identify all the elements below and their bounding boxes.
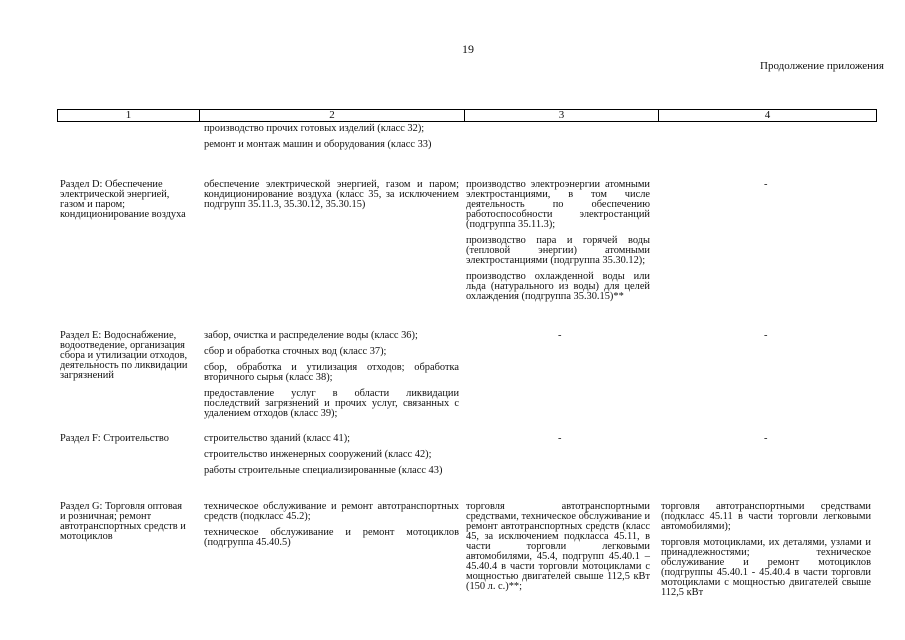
activity-item: ремонт и монтаж машин и оборудования (класс 33) <box>204 139 432 150</box>
section-g-title: Раздел G: Торговля оптовая и розничная; ремонт автотранспортных средств и мотоциклов <box>60 501 186 542</box>
continuation-label: Продолжение приложения <box>760 60 884 72</box>
table-header <box>57 109 877 122</box>
header-col-1: 1 <box>125 109 132 121</box>
activity-item: производство охлажденной воды или льда (натурального из воды) для целей охлаждения (подгруппа 35.30.15)** <box>466 271 650 302</box>
activity-item: торговля автотранспортными средствами, техническое обслуживание и ремонт автотранспортных средств (класс 45, за исключением подкласса 45.11, в части торговли легковыми автомобилями, 45.4, подгрупп 45.40.1 – 45.40.4 в части торговли мотоциклами с мощностью двигателей свыше 112,5 кВт (150 л. с.)**; <box>466 501 650 592</box>
activity-item: забор, очистка и распределение воды (класс 36); <box>204 330 418 341</box>
activity-item: предоставление услуг в области ликвидации последствий загрязнений и прочих услуг, связанных с удалением отходов (класс 39); <box>204 388 459 419</box>
activity-item: сбор и обработка сточных вод (класс 37); <box>204 346 387 357</box>
section-e-col4-dash: - <box>764 330 768 341</box>
activity-item: торговля автотранспортными средствами (подкласс 45.11 в части торговли легковыми автомобилями); <box>661 501 871 532</box>
section-g-col2 <box>204 502 459 548</box>
activity-item: производство электроэнергии атомными электростанциями, в том числе деятельность по обеспечению работоспособности электростанций (подгруппа 35.11.3); <box>466 179 650 230</box>
section-g-col3 <box>466 502 650 592</box>
section-e-col2 <box>204 331 459 419</box>
activity-item: производство пара и горячей воды (тепловой энергии) атомными электростанциями (подгруппа 35.30.12); <box>466 235 650 266</box>
activity-item: техническое обслуживание и ремонт мотоциклов (подгруппа 45.40.5) <box>204 527 459 548</box>
activity-item: торговля мотоциклами, их деталями, узлами и принадлежностями; техническое обслуживание и ремонт мотоциклов (подгруппы 45.40.1 - 45.40.4 в части торговли мотоциклами с мощностью двигателей свыше 112,5 кВт <box>661 537 871 598</box>
activity-item: техническое обслуживание и ремонт автотранспортных средств (подкласс 45.2); <box>204 501 459 522</box>
header-col-2: 2 <box>199 110 464 121</box>
activity-item: производство прочих готовых изделий (класс 32); <box>204 123 425 134</box>
page-number: 19 <box>462 42 474 56</box>
activity-item: работы строительные специализированные (класс 43) <box>204 465 443 476</box>
section-f-col4-dash: - <box>764 433 768 444</box>
activity-item: строительство инженерных сооружений (класс 42); <box>204 449 432 460</box>
section-d-col4-dash: - <box>764 179 768 190</box>
header-col-4: 4 <box>658 110 876 121</box>
activity-item: обеспечение электрической энергией, газом и паром; кондиционирование воздуха (класс 35, за исключением подгрупп 35.11.3, 35.30.12, 35.30.15) <box>204 179 459 210</box>
section-e-col3-dash: - <box>558 330 562 341</box>
activity-item: строительство зданий (класс 41); <box>204 433 351 444</box>
section-d-col3 <box>466 180 650 302</box>
header-col-3: 3 <box>464 110 658 121</box>
row-top-col2 <box>204 124 459 150</box>
section-e-title: Раздел E: Водоснабжение, водоотведение, организация сбора и утилизации отходов, деятельность по ликвидации загрязнений <box>60 330 188 381</box>
section-f-col3-dash: - <box>558 433 562 444</box>
section-f-col2 <box>204 434 459 476</box>
section-f-title: Раздел F: Строительство <box>60 433 169 444</box>
section-d-col2 <box>204 180 459 210</box>
section-g-col4 <box>661 502 871 598</box>
section-d-title: Раздел D: Обеспечение электрической энергией, газом и паром; кондиционирование воздуха <box>60 179 186 220</box>
activity-item: сбор, обработка и утилизация отходов; обработка вторичного сырья (класс 38); <box>204 362 459 383</box>
